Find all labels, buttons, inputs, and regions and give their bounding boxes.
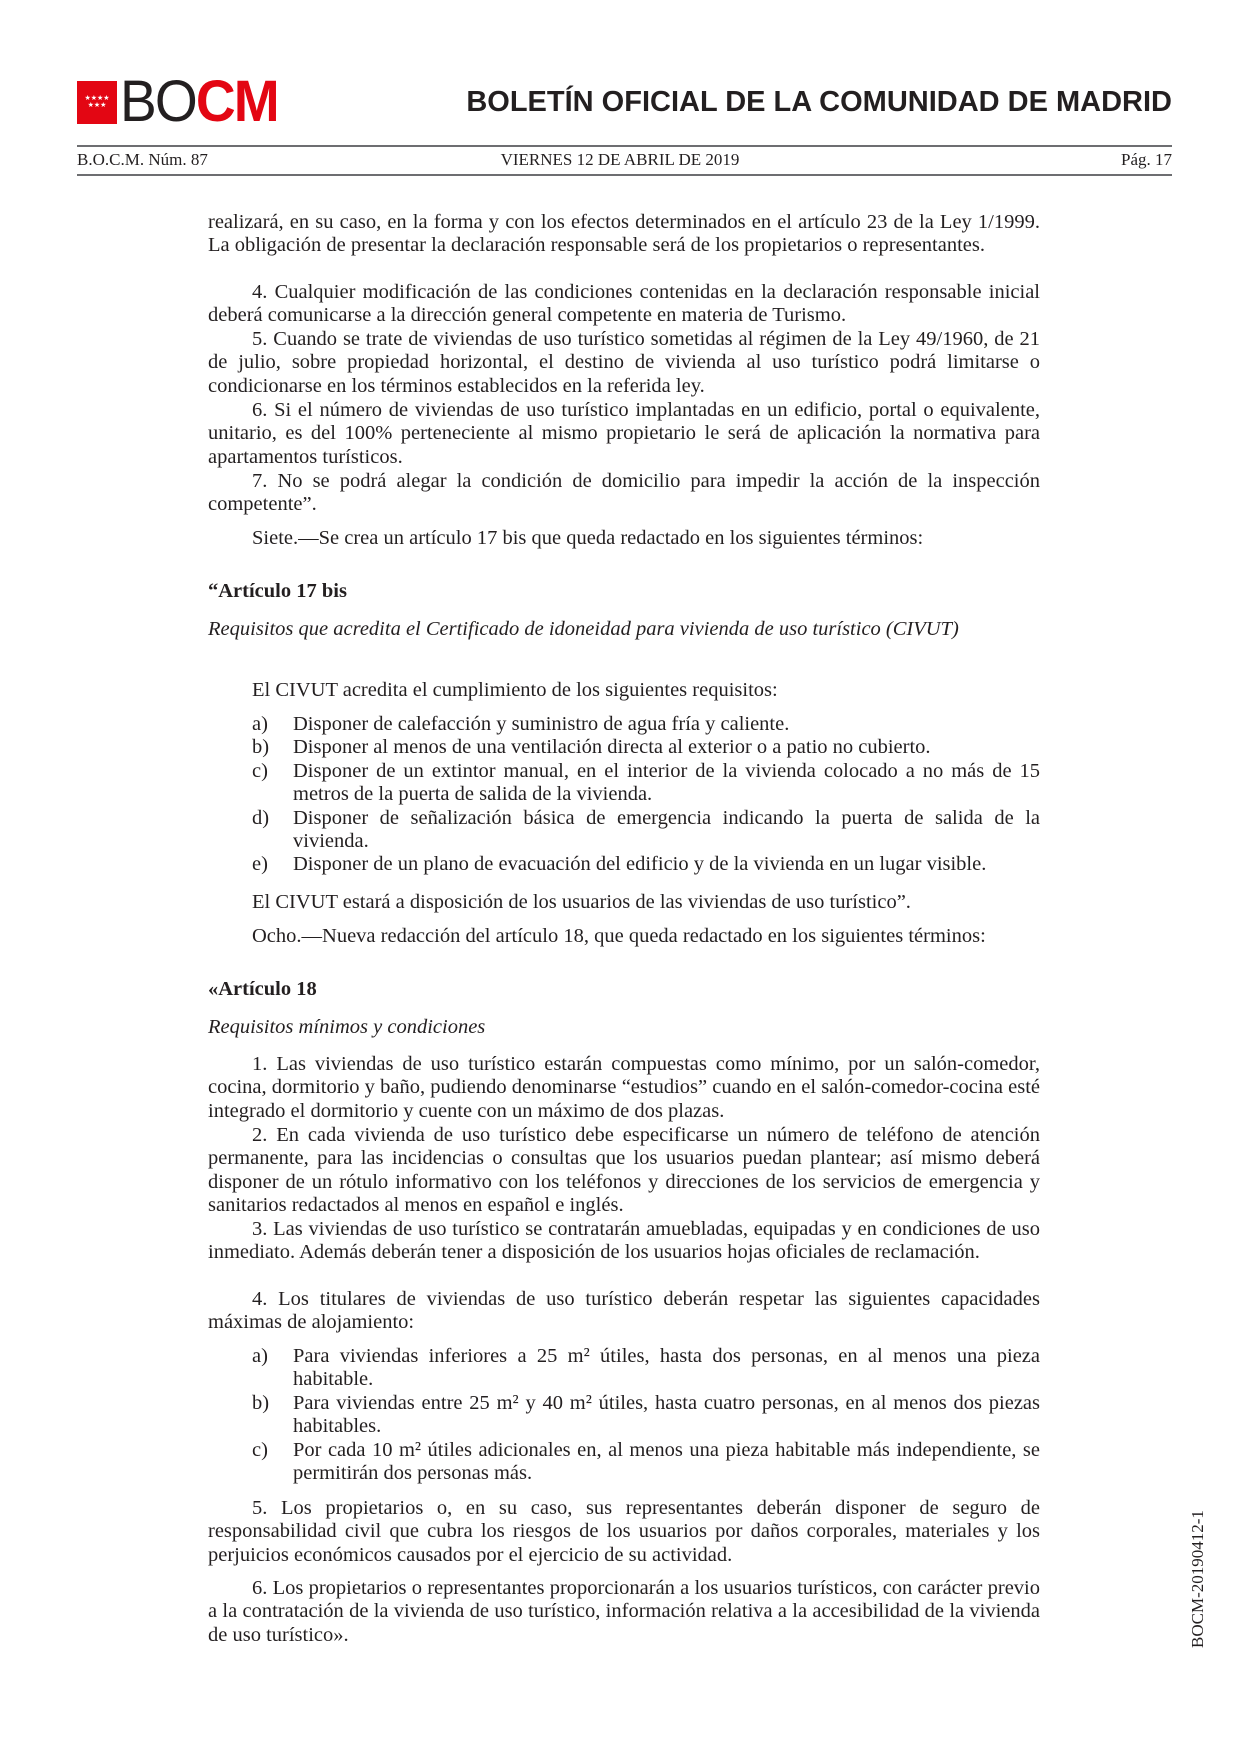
requirements-list [208, 713, 1040, 877]
paragraph: 2. En cada vivienda de uso turístico debe especificarse un número de teléfono de atención permanente, para las incidencias o consultas que los usuarios puedan plantear; así mismo deberá disponer de un rótulo informativo con los teléfonos y direcciones de los servicios de emergencia y sanitarios redactados al menos en español e inglés. [208, 1124, 1040, 1217]
madrid-flag-icon: ★★★★ ★★★ [77, 81, 117, 124]
list-item: c) Disponer de un extintor manual, en el interior de la vivienda colocado a no más de 15 metros de la puerta de salida de la vivienda. [252, 759, 1040, 806]
list-item: e) Disponer de un plano de evacuación del edificio y de la vivienda en un lugar visible. [252, 853, 987, 876]
bocm-logo [77, 69, 286, 134]
logo-bo: BO [120, 69, 196, 134]
logo-cm: CM [195, 69, 278, 134]
paragraph: realizará, en su caso, en la forma y con los efectos determinados en el artículo 23 de la Ley 1/1999. La obligación de presentar la declaración responsable será de los propietarios o representantes. [208, 211, 1040, 257]
article-18-subtitle: Requisitos mínimos y condiciones [208, 1016, 486, 1038]
article-17bis-title: “Artículo 17 bis [208, 580, 347, 602]
list-item: b) Para viviendas entre 25 m² y 40 m² útiles, hasta cuatro personas, en al menos dos piezas habitables. [252, 1391, 1040, 1438]
paragraph: 3. Las viviendas de uso turístico se contratarán amuebladas, equipadas y en condiciones de uso inmediato. Además deberán tener a disposición de los usuarios hojas oficiales de reclamación. [208, 1218, 1040, 1264]
list-item: a) Disponer de calefacción y suministro de agua fría y caliente. [252, 713, 790, 735]
paragraph: 5. Cuando se trate de viviendas de uso turístico sometidas al régimen de la Ley 49/1960, de 21 de julio, sobre propiedad horizontal, el destino de vivienda al uso turístico podrá limitarse o condicionarse en los términos establecidos en la referida ley. [208, 328, 1040, 397]
paragraph: El CIVUT acredita el cumplimiento de los siguientes requisitos: [252, 679, 778, 701]
capacity-list [208, 1345, 1040, 1485]
list-item: c) Por cada 10 m² útiles adicionales en, al menos una pieza habitable más independiente, se permitirán dos personas más. [252, 1438, 1040, 1485]
page-number: Pág. 17 [1121, 150, 1172, 169]
paragraph: El CIVUT estará a disposición de los usuarios de las viviendas de uso turístico”. [252, 891, 911, 913]
list-item: b) Disponer al menos de una ventilación directa al exterior o a patio no cubierto. [252, 736, 931, 759]
article-17bis-subtitle: Requisitos que acredita el Certificado de idoneidad para vivienda de uso turístico (CIVUT) [208, 618, 959, 640]
paragraph: Siete.—Se crea un artículo 17 bis que queda redactado en los siguientes términos: [252, 527, 924, 549]
paragraph: 6. Si el número de viviendas de uso turístico implantadas en un edificio, portal o equivalente, unitario, es del 100% perteneciente al mismo propietario le será de aplicación la normativa para apartamentos turísticos. [208, 399, 1040, 468]
paragraph: 5. Los propietarios o, en su caso, sus representantes deberán disponer de seguro de responsabilidad civil que cubra los riesgos de los usuarios por daños corporales, materiales y los perjuicios económicos causados por el ejercicio de su actividad. [208, 1497, 1040, 1566]
paragraph: 4. Cualquier modificación de las condiciones contenidas en la declaración responsable inicial deberá comunicarse a la dirección general competente en materia de Turismo. [208, 281, 1040, 327]
document-code: BOCM-20190412-1 [1188, 1510, 1207, 1648]
paragraph: 6. Los propietarios o representantes proporcionarán a los usuarios turísticos, con carácter previo a la contratación de la vivienda de uso turístico, información relativa a la accesibilidad de la vivienda de uso turístico». [208, 1577, 1040, 1646]
paragraph: Ocho.—Nueva redacción del artículo 18, que queda redactado en los siguientes términos: [252, 925, 986, 947]
publication-title: BOLETÍN OFICIAL DE LA COMUNIDAD DE MADRID [466, 86, 1172, 118]
paragraph: 7. No se podrá alegar la condición de domicilio para impedir la acción de la inspección competente”. [208, 470, 1040, 516]
paragraph: 1. Las viviendas de uso turístico estarán compuestas como mínimo, por un salón-comedor, cocina, dormitorio y baño, pudiendo denominarse “estudios” cuando en el salón-comedor-cocina esté integrado el dormitorio y cuente con un máximo de dos plazas. [208, 1053, 1040, 1122]
header-rule-bottom [77, 174, 1172, 176]
article-18-title: «Artículo 18 [208, 978, 317, 1000]
list-item: d) Disponer de señalización básica de emergencia indicando la puerta de salida de la vivienda. [252, 806, 1040, 853]
header-rule-top [77, 145, 1172, 147]
issue-number: B.O.C.M. Núm. 87 [77, 150, 208, 169]
issue-date: VIERNES 12 DE ABRIL DE 2019 [500, 150, 740, 169]
paragraph: 4. Los titulares de viviendas de uso turístico deberán respetar las siguientes capacidades máximas de alojamiento: [208, 1288, 1040, 1334]
list-item: a) Para viviendas inferiores a 25 m² útiles, hasta dos personas, en al menos una pieza habitable. [252, 1345, 1040, 1391]
